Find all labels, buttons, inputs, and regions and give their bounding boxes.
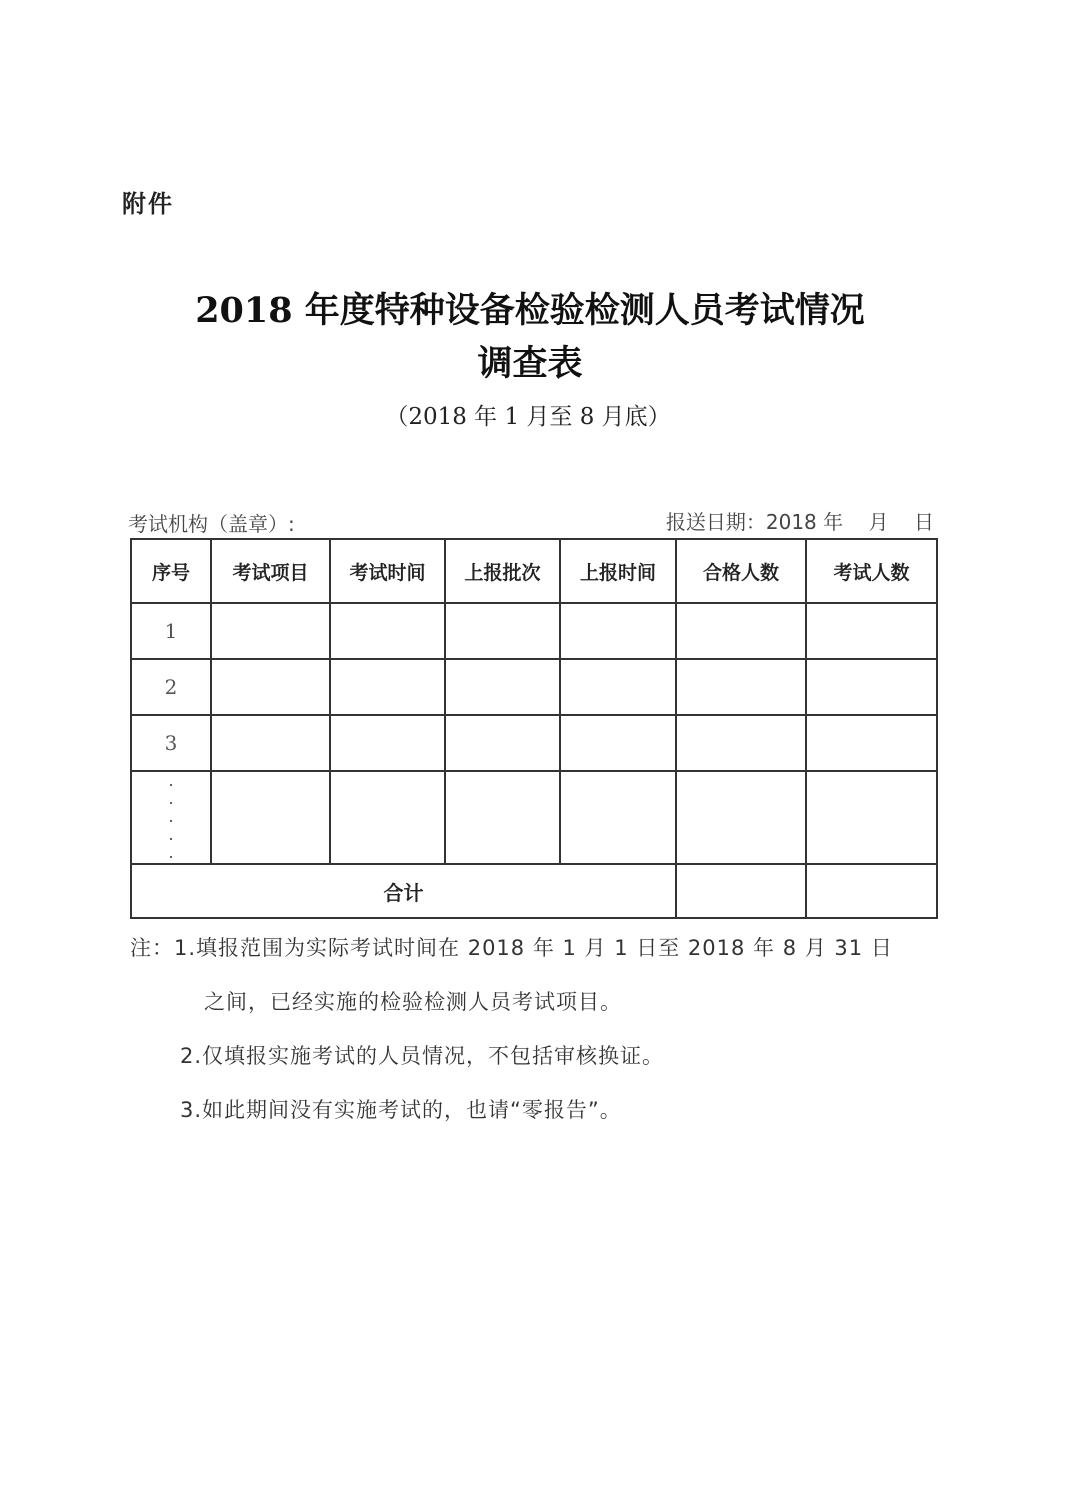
table-cell: [330, 771, 445, 864]
note-3: 3.如此期间没有实施考试的，也请“零报告”。: [180, 1098, 622, 1122]
table-cell: [330, 715, 445, 771]
table-cell: [211, 603, 330, 659]
total-row: [131, 864, 937, 918]
table-cell: [330, 603, 445, 659]
header-exam-time: 考试时间: [330, 539, 445, 603]
header-pass-count: 合格人数: [676, 539, 806, 603]
header-report-time: 上报时间: [560, 539, 676, 603]
table-cell: [676, 603, 806, 659]
document-title-line2: 调查表: [477, 343, 583, 384]
attachment-label: 附件: [122, 190, 174, 218]
table-cell: [806, 659, 937, 715]
header-report-batch: 上报批次: [445, 539, 560, 603]
row-seq-ellipsis: [131, 771, 211, 864]
table-row: [131, 771, 937, 864]
table-cell: [445, 659, 560, 715]
table-cell: [445, 715, 560, 771]
header-exam-count: 考试人数: [806, 539, 937, 603]
institution-label: 考试机构（盖章）:: [128, 512, 295, 536]
table-cell: [211, 659, 330, 715]
row-seq: 2: [131, 659, 211, 715]
note-2: 2.仅填报实施考试的人员情况，不包括审核换证。: [180, 1044, 665, 1068]
document-subtitle: （2018 年 1 月至 8 月底）: [385, 404, 671, 430]
header-exam-item: 考试项目: [211, 539, 330, 603]
table-header-row: [131, 539, 937, 603]
table-cell: [806, 771, 937, 864]
table-cell: [445, 603, 560, 659]
header-seq: 序号: [131, 539, 211, 603]
table-cell: [211, 771, 330, 864]
table-cell: [211, 715, 330, 771]
table-cell: [806, 715, 937, 771]
table-cell: [806, 603, 937, 659]
table-cell: [560, 771, 676, 864]
table-cell: [560, 659, 676, 715]
table-row: [131, 659, 937, 715]
row-seq: 3: [131, 715, 211, 771]
table-cell: [560, 715, 676, 771]
table-row: [131, 715, 937, 771]
table-cell: [445, 771, 560, 864]
table-cell: [330, 659, 445, 715]
survey-table: [130, 538, 938, 919]
table-cell: [676, 771, 806, 864]
row-seq: 1: [131, 603, 211, 659]
table-cell: [676, 715, 806, 771]
table-row: [131, 603, 937, 659]
document-title: 2018 年度特种设备检验检测人员考试情况: [195, 290, 865, 331]
note-1-continued: 之间，已经实施的检验检测人员考试项目。: [204, 990, 622, 1014]
report-date-label: 报送日期：2018 年 月 日: [665, 510, 934, 534]
total-exam-cell: [806, 864, 937, 918]
ellipsis-dots: . . . . .: [168, 771, 174, 862]
total-pass-cell: [676, 864, 806, 918]
table-cell: [560, 603, 676, 659]
note-1: 注：1.填报范围为实际考试时间在 2018 年 1 月 1 日至 2018 年 8 月 31 日: [130, 936, 893, 960]
total-label: 合计: [131, 864, 676, 918]
table-cell: [676, 659, 806, 715]
